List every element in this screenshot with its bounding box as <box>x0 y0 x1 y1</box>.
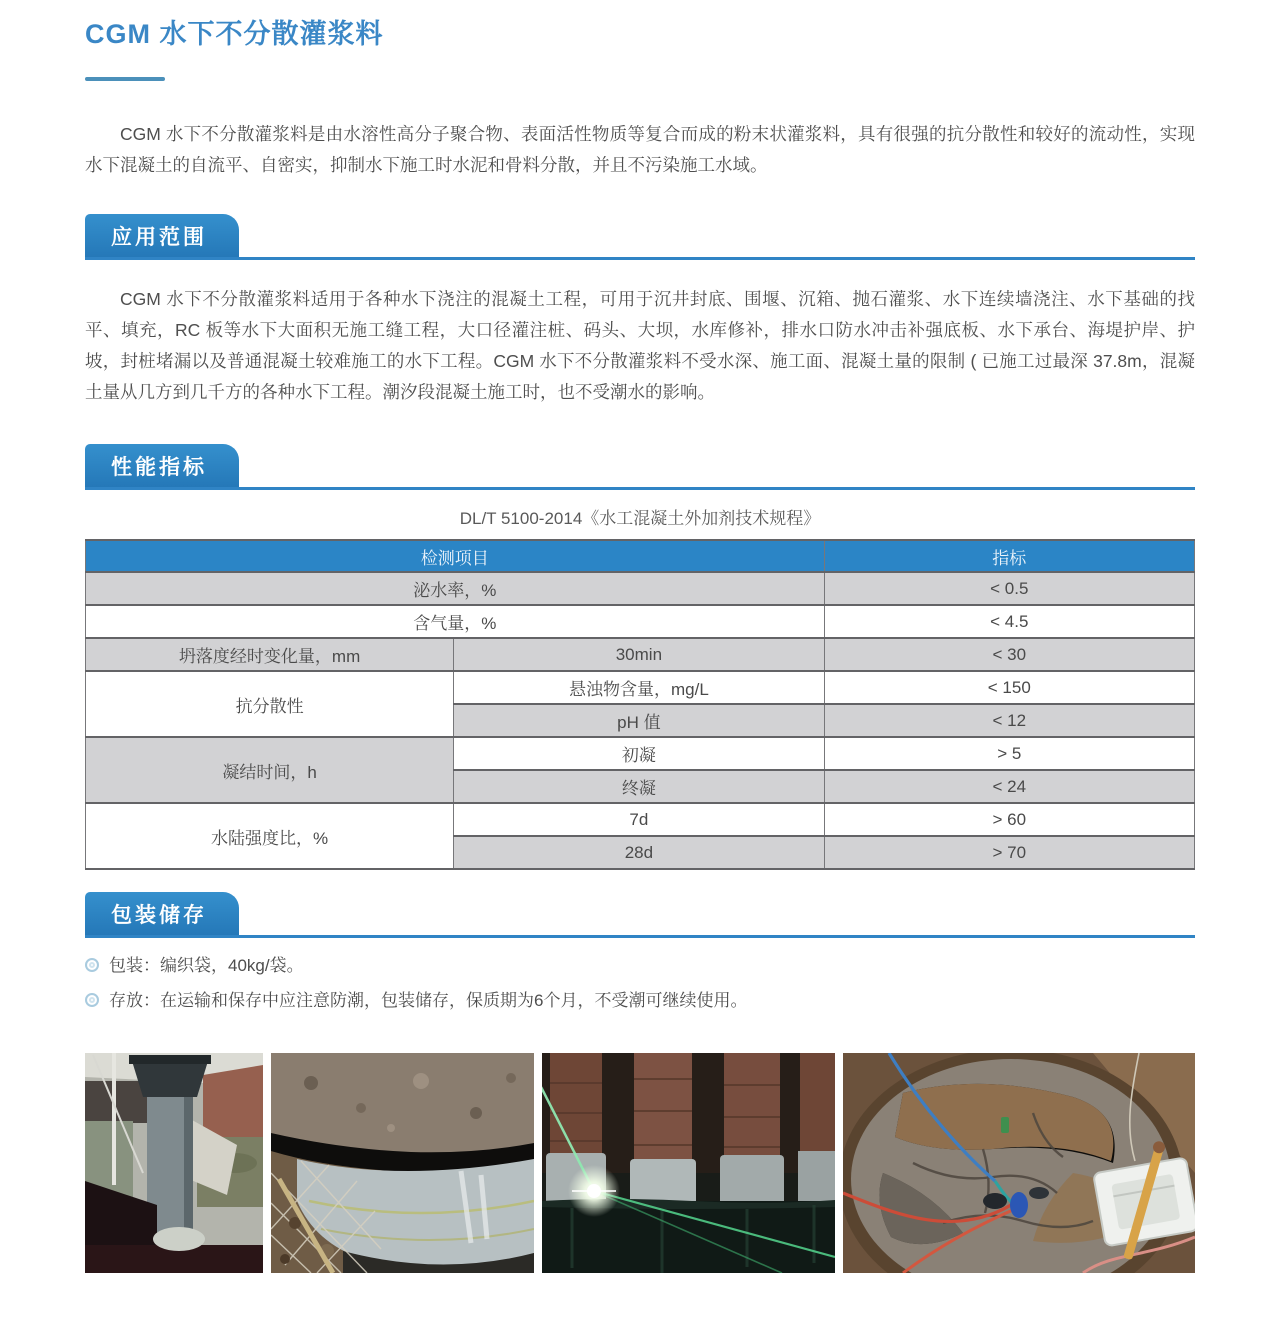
spec-value-cell: > 70 <box>824 836 1194 869</box>
spec-value-cell: < 24 <box>824 770 1194 803</box>
spec-value-cell: < 0.5 <box>824 572 1194 605</box>
spec-value-cell: > 60 <box>824 803 1194 836</box>
application-paragraph: CGM 水下不分散灌浆料适用于各种水下浇注的混凝土工程，可用于沉井封底、围堰、沉箱、抛石灌浆、水下连续墙浇注、水下基础的找平、填充，RC 板等水下大面积无施工缝工程，大口径灌注桩、码头、大坝，水库修补，排水口防水冲击补强底板、水下承台、海堤护岸、护坡，封桩堵漏以及普通混凝土较难施工的水下工程。CGM 水下不分散灌浆料不受水深、施工面、混凝土量的限制 ( 已施工过最深 37.8m，混凝土量从几方到几千方的各种水下工程。潮汐段混凝土施工时，也不受潮水的影响。 <box>85 289 1195 402</box>
standard-reference: DL/T 5100-2014《水工混凝土外加剂技术规程》 <box>459 509 821 528</box>
spec-sub-cell: 7d <box>454 803 824 836</box>
bullseye-bullet-icon <box>85 993 99 1007</box>
spec-value-cell: < 30 <box>824 638 1194 671</box>
spec-item-cell: 抗分散性 <box>86 671 454 737</box>
application-badge: 应用范围 <box>85 214 239 257</box>
spec-sub-cell: 28d <box>454 836 824 869</box>
list-item <box>85 989 1195 1013</box>
table-row <box>86 638 1195 671</box>
photo-2-illustration <box>271 1053 534 1273</box>
table-row <box>86 671 1195 704</box>
performance-badge: 性能指标 <box>85 444 239 487</box>
spec-sub-cell: 终凝 <box>454 770 824 803</box>
table-row <box>86 572 1195 605</box>
bullet-text: 包装：编织袋，40kg/袋。 <box>109 956 304 975</box>
photo-strip <box>85 1053 1195 1273</box>
photo-1-illustration <box>85 1053 263 1273</box>
photo-night-piers <box>542 1053 835 1273</box>
bullet-text: 存放：在运输和保存中应注意防潮，包装储存，保质期为6个月，不受潮可继续使用。 <box>109 991 748 1010</box>
bullseye-bullet-icon <box>85 958 99 972</box>
spec-sub-cell: 30min <box>454 638 824 671</box>
list-item <box>85 954 1195 978</box>
table-row <box>86 803 1195 836</box>
table-row <box>86 605 1195 638</box>
table-row <box>86 737 1195 770</box>
photo-4-illustration <box>843 1053 1195 1273</box>
spec-item-cell: 坍落度经时变化量，mm <box>86 638 454 671</box>
header-cell-item: 检测项目 <box>86 540 825 572</box>
spec-item-cell: 泌水率，% <box>86 572 825 605</box>
section-header-packaging <box>85 892 1195 938</box>
table-header-row <box>86 540 1195 572</box>
spec-sub-cell: pH 值 <box>454 704 824 737</box>
title-underline <box>85 77 165 81</box>
spec-value-cell: > 5 <box>824 737 1194 770</box>
photo-caisson-pit <box>843 1053 1195 1273</box>
spec-item-cell: 含气量，% <box>86 605 825 638</box>
intro-paragraph: CGM 水下不分散灌浆料是由水溶性高分子聚合物、表面活性物质等复合而成的粉末状灌浆料，具有很强的抗分散性和较好的流动性，实现水下混凝土的自流平、自密实，抑制水下施工时水泥和骨料分散，并且不污染施工水域。 <box>85 124 1195 175</box>
photo-3-illustration <box>542 1053 835 1273</box>
spec-value-cell: < 150 <box>824 671 1194 704</box>
photo-pile-repair <box>271 1053 534 1273</box>
page-title: CGM 水下不分散灌浆料 <box>85 19 384 49</box>
section-header-performance <box>85 444 1195 490</box>
spec-value-cell: < 12 <box>824 704 1194 737</box>
section-header-application <box>85 214 1195 260</box>
spec-table <box>85 539 1195 870</box>
header-cell-value: 指标 <box>824 540 1194 572</box>
packaging-badge: 包装储存 <box>85 892 239 935</box>
spec-item-cell: 凝结时间，h <box>86 737 454 803</box>
spec-value-cell: < 4.5 <box>824 605 1194 638</box>
photo-grouting-pipe <box>85 1053 263 1273</box>
packaging-bullets <box>85 954 1195 1013</box>
spec-sub-cell: 悬浊物含量，mg/L <box>454 671 824 704</box>
spec-sub-cell: 初凝 <box>454 737 824 770</box>
spec-item-cell: 水陆强度比，% <box>86 803 454 869</box>
